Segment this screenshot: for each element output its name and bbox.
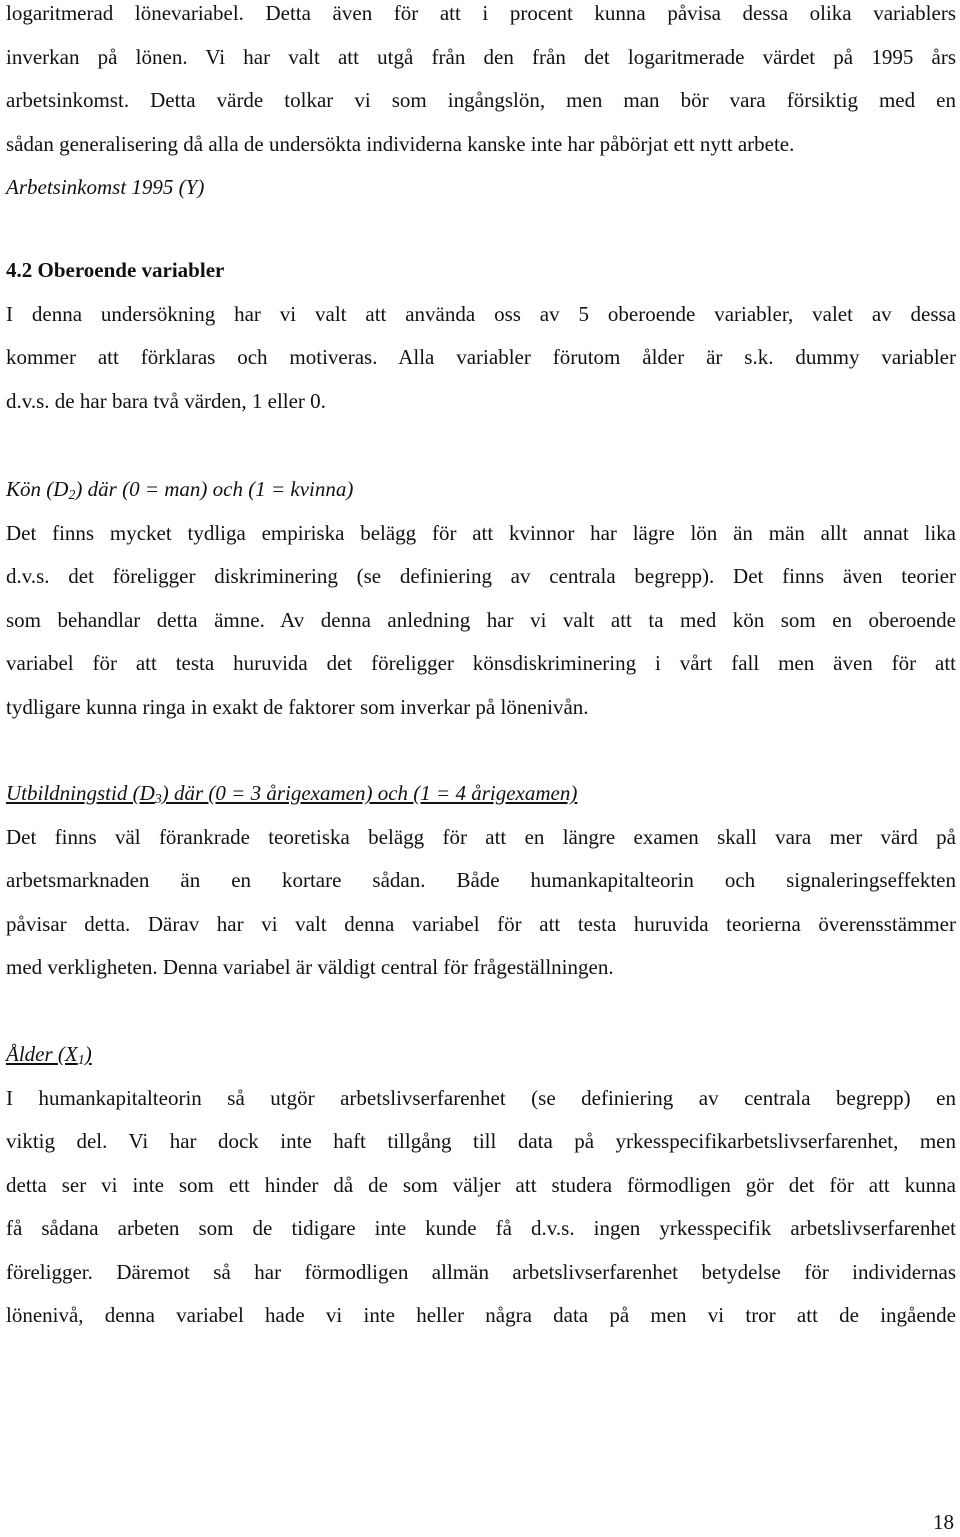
- text-line: d.v.s. de har bara två värden, 1 eller 0.: [6, 388, 326, 413]
- text-line: I humankapitalteorin så utgör arbetslivserfarenhet (se definiering av centrala begrepp) en: [6, 1085, 956, 1110]
- dependent-variable-label: Arbetsinkomst 1995 (Y): [6, 175, 205, 199]
- utbildning-subsection: [6, 772, 956, 990]
- page-number: 18: [933, 1510, 954, 1534]
- text-line: I denna undersökning har vi valt att använda oss av 5 oberoende variabler, valet av dessa: [6, 301, 956, 326]
- alder-subsection: [6, 1033, 956, 1338]
- alder-title-pre: Ålder (X: [6, 1042, 78, 1066]
- kon-subsection: [6, 468, 956, 729]
- text-line: variabel för att testa huruvida det föreligger könsdiskriminering i vårt fall men även för att: [6, 651, 956, 675]
- alder-title-post: ): [84, 1042, 92, 1066]
- intro-paragraph: [6, 0, 956, 210]
- text-line: lönenivå, denna variabel hade vi inte heller några data på men vi tror att de ingående: [6, 1303, 956, 1327]
- kon-title-sub: 2: [68, 488, 76, 503]
- text-line: logaritmerad lönevariabel. Detta även för att i procent kunna påvisa dessa olika variablers: [6, 1, 956, 25]
- text-line: arbetsmarknaden än en kortare sådan. Både humankapitalteorin och signaleringseffekten: [6, 868, 956, 892]
- text-line: viktig del. Vi har dock inte haft tillgång till data på yrkesspecifikarbetslivserfarenhet, men: [6, 1129, 956, 1153]
- kon-title-pre: Kön (D: [6, 477, 69, 501]
- alder-title: [6, 1033, 956, 1077]
- utbildning-title: [6, 772, 956, 816]
- alder-title-sub: 1: [77, 1053, 85, 1068]
- text-line: kommer att förklaras och motiveras. Alla variabler förutom ålder är s.k. dummy variabler: [6, 345, 956, 369]
- text-line: Det finns väl förankrade teoretiska belägg för att en längre examen skall vara mer värd på: [6, 824, 956, 849]
- utbildning-title-sub: 3: [154, 792, 162, 807]
- utbildning-title-pre: Utbildningstid (D: [6, 781, 155, 805]
- text-line: få sådana arbeten som de tidigare inte kunde få d.v.s. ingen yrkesspecifik arbetslivserfarenhet: [6, 1216, 956, 1240]
- text-line: sådan generalisering då alla de undersökta individerna kanske inte har påbörjat ett nytt arbete.: [6, 131, 795, 156]
- kon-title: [6, 468, 956, 512]
- text-line: d.v.s. det föreligger diskriminering (se definiering av centrala begrepp). Det finns även teorier: [6, 564, 956, 588]
- text-line: tydligare kunna ringa in exakt de faktorer som inverkar på lönenivån.: [6, 694, 589, 719]
- text-line: föreligger. Däremot så har förmodligen allmän arbetslivserfarenhet betydelse för individernas: [6, 1259, 956, 1284]
- section-4-2: [6, 249, 956, 423]
- text-line: som behandlar detta ämne. Av denna anledning har vi valt att ta med kön som en oberoende: [6, 607, 956, 632]
- section-heading: 4.2 Oberoende variabler: [6, 258, 225, 282]
- text-line: detta ser vi inte som ett hinder då de som väljer att studera förmodligen gör det för att kunna: [6, 1172, 956, 1197]
- utbildning-title-post: ) där (0 = 3 årigexamen) och (1 = 4 årigexamen): [161, 781, 578, 805]
- text-line: med verkligheten. Denna variabel är väldigt central för frågeställningen.: [6, 955, 614, 979]
- text-line: påvisar detta. Därav har vi valt denna variabel för att testa huruvida teorierna överensstämmer: [6, 911, 956, 936]
- kon-title-post: ) där (0 = man) och (1 = kvinna): [75, 477, 354, 501]
- text-line: inverkan på lönen. Vi har valt att utgå från den från det logaritmerade värdet på 1995 års: [6, 44, 956, 69]
- text-line: arbetsinkomst. Detta värde tolkar vi som ingångslön, men man bör vara försiktig med en: [6, 88, 956, 112]
- text-line: Det finns mycket tydliga empiriska belägg för att kvinnor har lägre lön än män allt annat lika: [6, 520, 956, 545]
